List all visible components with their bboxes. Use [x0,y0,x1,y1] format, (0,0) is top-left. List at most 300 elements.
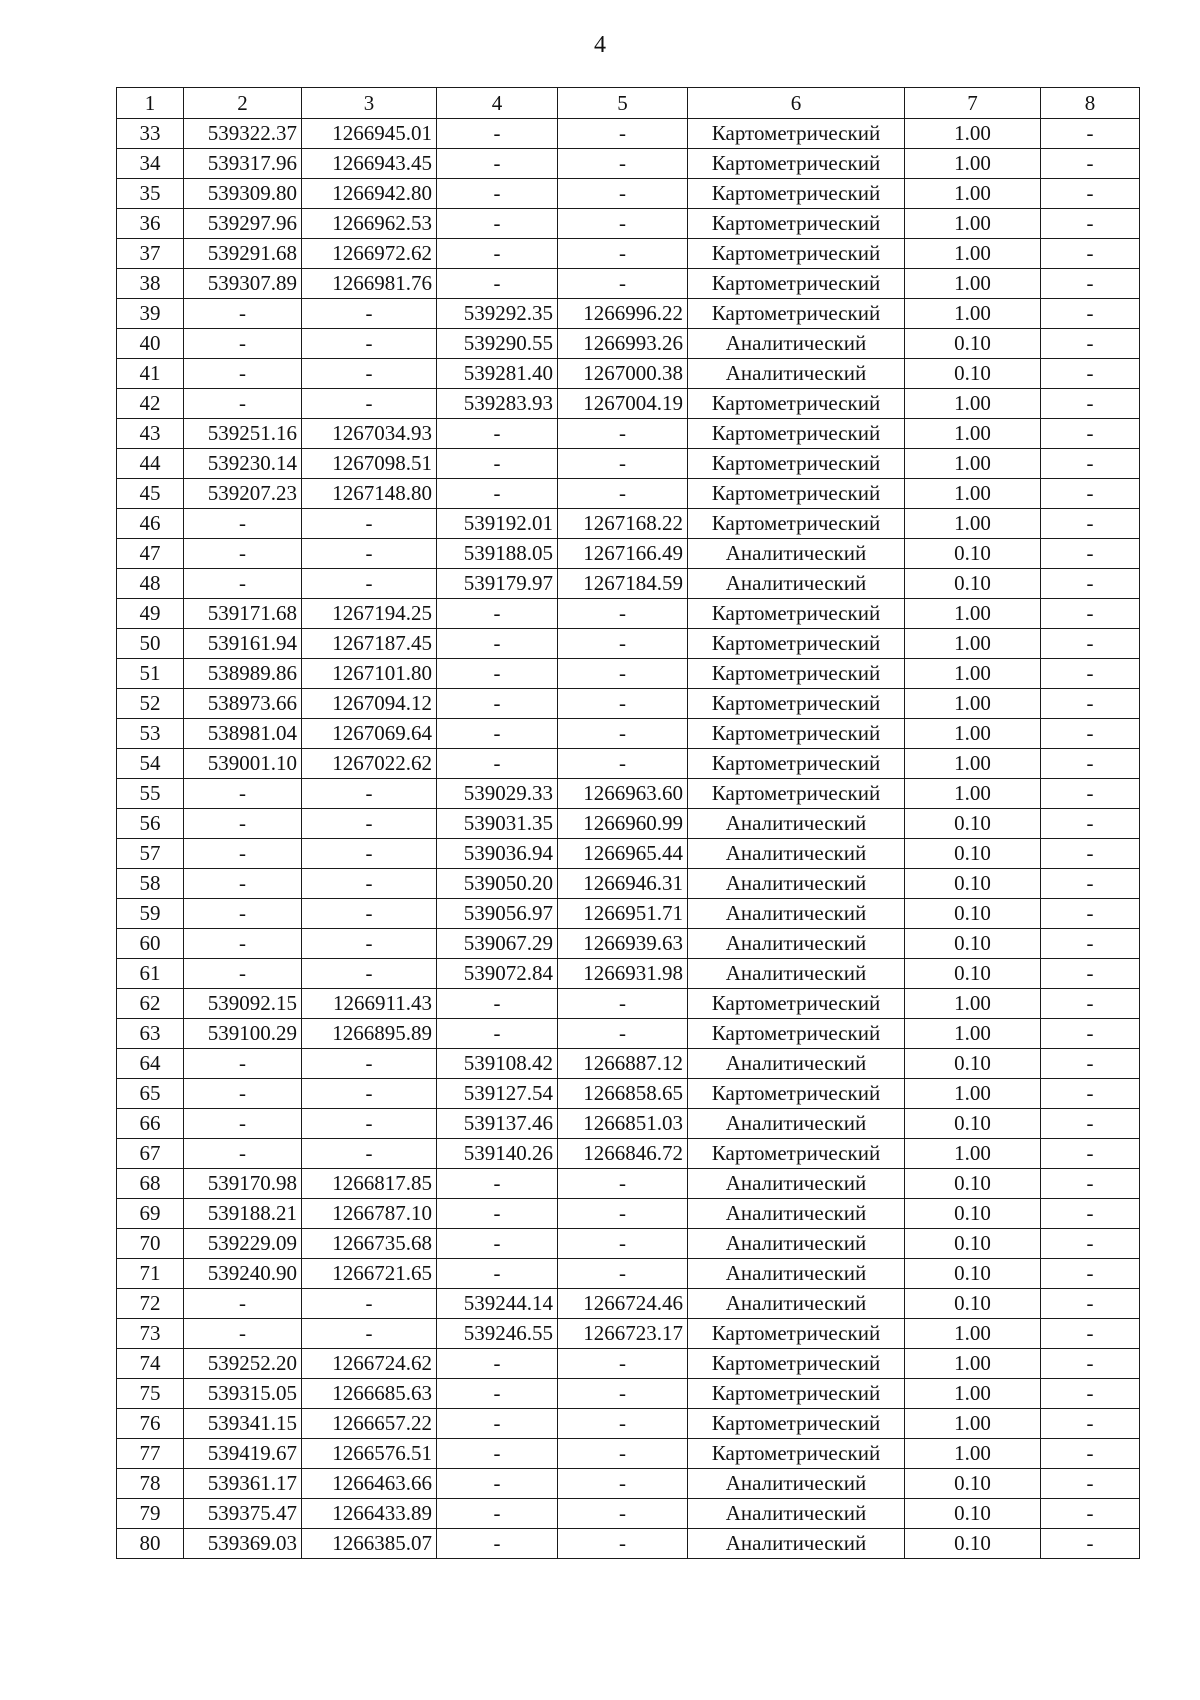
table-cell: 1266463.66 [302,1469,437,1499]
table-cell: 1267168.22 [558,509,688,539]
table-cell: - [302,929,437,959]
table-cell: - [558,1019,688,1049]
table-cell: 1266945.01 [302,119,437,149]
table-cell: - [1041,1319,1140,1349]
table-cell: - [302,839,437,869]
table-cell: 539419.67 [184,1439,302,1469]
table-cell: - [184,839,302,869]
table-cell: 539369.03 [184,1529,302,1559]
table-row [117,629,1140,659]
table-cell: 1.00 [905,1439,1041,1469]
table-cell: - [302,329,437,359]
table-row [117,1139,1140,1169]
table-cell: 1266951.71 [558,899,688,929]
table-cell: Картометрический [688,179,905,209]
table-cell: - [558,419,688,449]
table-cell: 1266858.65 [558,1079,688,1109]
table-cell: 40 [117,329,184,359]
table-cell: Аналитический [688,809,905,839]
table-cell: 539317.96 [184,149,302,179]
table-cell: - [558,749,688,779]
table-cell: - [302,899,437,929]
table-cell: 1266576.51 [302,1439,437,1469]
column-header: 7 [905,88,1041,119]
table-cell: - [558,1259,688,1289]
table-cell: 1266385.07 [302,1529,437,1559]
table-cell: 0.10 [905,1469,1041,1499]
table-cell: - [184,1319,302,1349]
table-cell: 1.00 [905,239,1041,269]
table-cell: 1.00 [905,1409,1041,1439]
table-row [117,359,1140,389]
table-cell: 539292.35 [437,299,558,329]
table-cell: 47 [117,539,184,569]
table-cell: Аналитический [688,1169,905,1199]
table-cell: Аналитический [688,329,905,359]
table-row [117,869,1140,899]
table-cell: 52 [117,689,184,719]
table-cell: - [1041,329,1140,359]
table-cell: 539127.54 [437,1079,558,1109]
table-cell: 70 [117,1229,184,1259]
table-cell: 1266962.53 [302,209,437,239]
table-cell: - [437,209,558,239]
table-cell: 539290.55 [437,329,558,359]
table-cell: 45 [117,479,184,509]
table-cell: - [437,689,558,719]
table-cell: 0.10 [905,1259,1041,1289]
table-row [117,1409,1140,1439]
table-cell: 50 [117,629,184,659]
table-cell: - [558,1229,688,1259]
table-cell: - [558,1469,688,1499]
table-cell: - [1041,1169,1140,1199]
table-cell: 65 [117,1079,184,1109]
table-cell: - [302,809,437,839]
table-cell: - [184,359,302,389]
table-cell: 56 [117,809,184,839]
table-cell: - [184,329,302,359]
table-cell: Картометрический [688,119,905,149]
table-cell: - [1041,1079,1140,1109]
table-row [117,299,1140,329]
table-cell: - [1041,1499,1140,1529]
table-cell: 539161.94 [184,629,302,659]
table-cell: - [558,659,688,689]
table-cell: 71 [117,1259,184,1289]
table-row [117,1229,1140,1259]
table-cell: - [437,659,558,689]
table-row [117,1349,1140,1379]
table-row [117,1499,1140,1529]
table-cell: 1266972.62 [302,239,437,269]
table-cell: 539001.10 [184,749,302,779]
table-body [117,119,1140,1559]
table-cell: Аналитический [688,1229,905,1259]
table-cell: - [1041,779,1140,809]
table-cell: - [1041,689,1140,719]
table-cell: 74 [117,1349,184,1379]
table-cell: - [1041,749,1140,779]
table-cell: 1266724.62 [302,1349,437,1379]
table-cell: - [437,1259,558,1289]
table-cell: - [1041,389,1140,419]
table-cell: - [558,179,688,209]
table-cell: 1266981.76 [302,269,437,299]
table-cell: - [1041,1409,1140,1439]
table-cell: - [184,929,302,959]
table-cell: Аналитический [688,959,905,989]
table-cell: 57 [117,839,184,869]
table-cell: - [1041,869,1140,899]
table-cell: Картометрический [688,389,905,419]
table-cell: Аналитический [688,1499,905,1529]
table-cell: 1.00 [905,1349,1041,1379]
table-cell: - [184,899,302,929]
table-cell: - [184,1109,302,1139]
table-cell: 1266685.63 [302,1379,437,1409]
table-cell: - [1041,899,1140,929]
table-cell: 1.00 [905,719,1041,749]
table-cell: - [1041,1019,1140,1049]
table-cell: - [184,389,302,419]
table-cell: Картометрический [688,299,905,329]
table-cell: Картометрический [688,629,905,659]
table-cell: 35 [117,179,184,209]
table-cell: 539170.98 [184,1169,302,1199]
table-cell: Аналитический [688,1049,905,1079]
table-cell: 54 [117,749,184,779]
table-cell: Аналитический [688,1529,905,1559]
table-cell: - [558,1349,688,1379]
table-cell: - [558,989,688,1019]
table-cell: 539246.55 [437,1319,558,1349]
table-cell: 1266817.85 [302,1169,437,1199]
table-cell: Аналитический [688,1199,905,1229]
table-cell: - [1041,1349,1140,1379]
table-cell: - [1041,1109,1140,1139]
table-cell: 55 [117,779,184,809]
table-cell: 539207.23 [184,479,302,509]
table-cell: - [437,719,558,749]
table-cell: 1266931.98 [558,959,688,989]
table-cell: 1267022.62 [302,749,437,779]
table-cell: Картометрический [688,419,905,449]
table-cell: 1267004.19 [558,389,688,419]
table-cell: Картометрический [688,1079,905,1109]
table-cell: Аналитический [688,839,905,869]
table-cell: - [302,569,437,599]
table-cell: 62 [117,989,184,1019]
table-cell: 0.10 [905,539,1041,569]
table-cell: 1266943.45 [302,149,437,179]
table-cell: - [558,599,688,629]
table-cell: - [1041,839,1140,869]
column-header: 1 [117,88,184,119]
table-row [117,1289,1140,1319]
table-cell: 539092.15 [184,989,302,1019]
table-cell: 1.00 [905,149,1041,179]
table-cell: - [1041,1139,1140,1169]
table-cell: - [558,719,688,749]
table-cell: 1.00 [905,179,1041,209]
table-cell: 0.10 [905,809,1041,839]
table-cell: Картометрический [688,1349,905,1379]
table-cell: - [558,1529,688,1559]
table-cell: 539171.68 [184,599,302,629]
table-cell: 1.00 [905,1139,1041,1169]
table-cell: - [184,1289,302,1319]
table-cell: 63 [117,1019,184,1049]
table-cell: - [437,449,558,479]
table-cell: 0.10 [905,1499,1041,1529]
table-cell: 33 [117,119,184,149]
table-cell: - [437,1019,558,1049]
table-row [117,479,1140,509]
table-cell: 0.10 [905,839,1041,869]
table-cell: 1.00 [905,629,1041,659]
table-cell: 1.00 [905,1079,1041,1109]
table-cell: - [184,779,302,809]
table-cell: - [302,509,437,539]
table-cell: 1267148.80 [302,479,437,509]
column-header: 4 [437,88,558,119]
table-cell: 72 [117,1289,184,1319]
table-cell: Аналитический [688,359,905,389]
table-cell: 76 [117,1409,184,1439]
table-cell: - [437,989,558,1019]
table-cell: 539137.46 [437,1109,558,1139]
table-cell: 0.10 [905,869,1041,899]
table-cell: 1.00 [905,209,1041,239]
table-row [117,1199,1140,1229]
column-header: 6 [688,88,905,119]
table-cell: - [302,1289,437,1319]
table-cell: - [1041,149,1140,179]
table-cell: 1267094.12 [302,689,437,719]
table-cell: 1266996.22 [558,299,688,329]
table-cell: 539192.01 [437,509,558,539]
table-cell: 1.00 [905,1319,1041,1349]
table-cell: 1266846.72 [558,1139,688,1169]
table-row [117,419,1140,449]
table-cell: - [302,539,437,569]
table-cell: - [437,1499,558,1529]
table-cell: Картометрический [688,689,905,719]
table-cell: - [1041,359,1140,389]
table-cell: Аналитический [688,1259,905,1289]
table-cell: 0.10 [905,1199,1041,1229]
table-row [117,929,1140,959]
table-cell: 1266965.44 [558,839,688,869]
table-row [117,389,1140,419]
table-cell: 539322.37 [184,119,302,149]
table-cell: 0.10 [905,1229,1041,1259]
table-cell: - [437,1439,558,1469]
table-cell: 43 [117,419,184,449]
table-cell: 1266433.89 [302,1499,437,1529]
table-row [117,839,1140,869]
table-cell: - [302,869,437,899]
table-cell: 1267187.45 [302,629,437,659]
table-cell: - [1041,1529,1140,1559]
table-row [117,1319,1140,1349]
table-cell: 539361.17 [184,1469,302,1499]
table-cell: - [302,1109,437,1139]
table-row [117,1439,1140,1469]
table-row [117,179,1140,209]
table-cell: 1267034.93 [302,419,437,449]
table-cell: Аналитический [688,1109,905,1139]
table-cell: 1.00 [905,659,1041,689]
table-cell: 61 [117,959,184,989]
table-cell: - [558,629,688,659]
table-cell: - [184,869,302,899]
table-cell: - [1041,929,1140,959]
table-cell: - [302,359,437,389]
table-row [117,1019,1140,1049]
table-cell: - [437,419,558,449]
table-cell: - [558,209,688,239]
table-row [117,989,1140,1019]
table-cell: 539240.90 [184,1259,302,1289]
table-row [117,1079,1140,1109]
table-cell: 539291.68 [184,239,302,269]
table-cell: 539244.14 [437,1289,558,1319]
table-cell: 1266787.10 [302,1199,437,1229]
table-cell: Картометрический [688,509,905,539]
table-cell: - [437,1409,558,1439]
table-cell: Картометрический [688,779,905,809]
table-row [117,1529,1140,1559]
table-cell: - [1041,509,1140,539]
table-cell: 37 [117,239,184,269]
table-cell: - [558,1409,688,1439]
table-cell: 1.00 [905,389,1041,419]
table-cell: - [558,1439,688,1469]
table-cell: - [184,1079,302,1109]
table-cell: 49 [117,599,184,629]
table-row [117,209,1140,239]
table-cell: 539307.89 [184,269,302,299]
table-cell: 41 [117,359,184,389]
table-cell: - [1041,449,1140,479]
table-cell: - [1041,1229,1140,1259]
table-cell: 58 [117,869,184,899]
table-cell: 1267069.64 [302,719,437,749]
table-cell: 1266960.99 [558,809,688,839]
table-cell: 1.00 [905,479,1041,509]
table-row [117,1259,1140,1289]
table-cell: 539315.05 [184,1379,302,1409]
table-row [117,659,1140,689]
table-row [117,239,1140,269]
table-cell: Картометрический [688,989,905,1019]
table-cell: - [1041,809,1140,839]
table-cell: 539283.93 [437,389,558,419]
table-cell: - [558,269,688,299]
table-cell: 1.00 [905,119,1041,149]
table-cell: 1.00 [905,1019,1041,1049]
table-cell: 539341.15 [184,1409,302,1439]
table-cell: - [184,509,302,539]
table-cell: 1.00 [905,299,1041,329]
table-cell: Картометрический [688,749,905,779]
table-cell: 0.10 [905,899,1041,929]
table-cell: 539188.21 [184,1199,302,1229]
table-cell: Аналитический [688,1469,905,1499]
table-cell: Картометрический [688,239,905,269]
table-cell: 1266887.12 [558,1049,688,1079]
table-cell: 539281.40 [437,359,558,389]
table-cell: - [1041,659,1140,689]
table-cell: 539140.26 [437,1139,558,1169]
table-cell: Картометрический [688,1319,905,1349]
table-cell: 1267101.80 [302,659,437,689]
table-cell: - [437,749,558,779]
table-cell: Аналитический [688,569,905,599]
table-cell: Картометрический [688,659,905,689]
table-cell: 73 [117,1319,184,1349]
table-cell: - [437,1469,558,1499]
table-cell: 1267098.51 [302,449,437,479]
table-cell: 539229.09 [184,1229,302,1259]
table-cell: - [558,689,688,719]
table-cell: 538973.66 [184,689,302,719]
table-cell: 539179.97 [437,569,558,599]
table-cell: 59 [117,899,184,929]
table-cell: 1.00 [905,599,1041,629]
table-row [117,719,1140,749]
table-cell: 539100.29 [184,1019,302,1049]
table-cell: 1266851.03 [558,1109,688,1139]
table-cell: - [437,479,558,509]
table-cell: 69 [117,1199,184,1229]
table-row [117,509,1140,539]
table-cell: Картометрический [688,449,905,479]
table-cell: 539108.42 [437,1049,558,1079]
table-cell: 0.10 [905,329,1041,359]
table-row [117,689,1140,719]
column-header: 3 [302,88,437,119]
table-cell: 1.00 [905,689,1041,719]
table-cell: - [558,1169,688,1199]
table-cell: 0.10 [905,1109,1041,1139]
table-cell: Аналитический [688,899,905,929]
table-cell: - [437,119,558,149]
table-cell: Картометрический [688,479,905,509]
table-cell: - [437,149,558,179]
table-cell: Аналитический [688,869,905,899]
table-cell: - [184,959,302,989]
table-cell: 539309.80 [184,179,302,209]
table-cell: Картометрический [688,1409,905,1439]
table-row [117,449,1140,479]
table-cell: Картометрический [688,1439,905,1469]
column-header: 2 [184,88,302,119]
table-cell: 68 [117,1169,184,1199]
table-cell: Картометрический [688,149,905,179]
table-cell: - [437,239,558,269]
table-cell: - [1041,539,1140,569]
table-cell: - [437,179,558,209]
table-cell: 80 [117,1529,184,1559]
table-cell: - [1041,479,1140,509]
table-cell: - [437,1379,558,1409]
table-cell: - [1041,119,1140,149]
table-row [117,1379,1140,1409]
table-cell: 539072.84 [437,959,558,989]
